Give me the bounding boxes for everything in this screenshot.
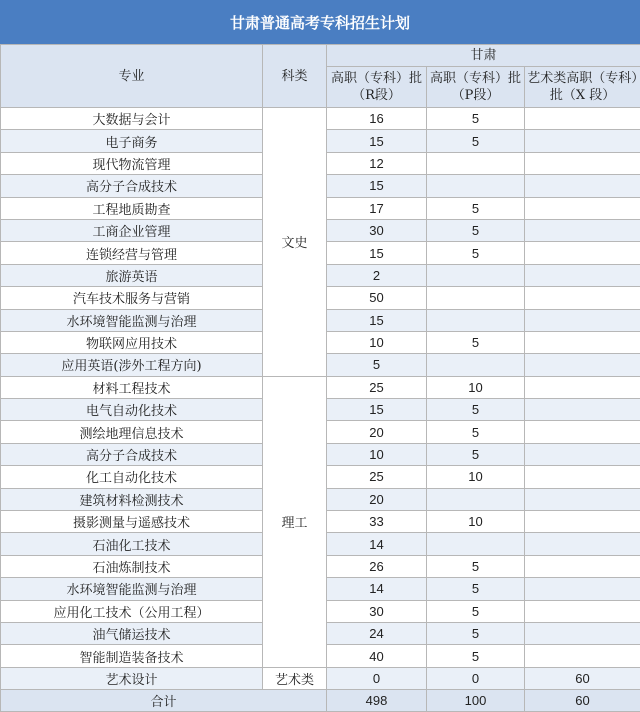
major-cell: 石油炼制技术 [1,555,263,577]
r-cell: 25 [327,466,427,488]
p-cell [427,264,525,286]
r-cell: 10 [327,331,427,353]
major-cell: 连锁经营与管理 [1,242,263,264]
x-cell [525,130,640,152]
total-row [1,690,640,712]
x-cell [525,488,640,510]
r-cell: 30 [327,600,427,622]
p-cell: 5 [427,130,525,152]
p-cell: 5 [427,421,525,443]
r-cell: 40 [327,645,427,667]
total-p: 100 [427,690,525,712]
p-cell [427,309,525,331]
x-cell [525,287,640,309]
header-category: 科类 [263,45,327,108]
header-col-p: 高职（专科）批（P段） [427,67,525,108]
p-cell: 5 [427,555,525,577]
x-cell [525,175,640,197]
x-cell [525,242,640,264]
major-cell: 艺术设计 [1,667,263,689]
x-cell: 60 [525,667,640,689]
p-cell [427,287,525,309]
p-cell: 10 [427,511,525,533]
major-cell: 高分子合成技术 [1,175,263,197]
major-cell: 建筑材料检测技术 [1,488,263,510]
r-cell: 2 [327,264,427,286]
p-cell: 5 [427,331,525,353]
header-col-x: 艺术类高职（专科）批（X 段） [525,67,640,108]
p-cell: 5 [427,219,525,241]
p-cell: 5 [427,645,525,667]
r-cell: 30 [327,219,427,241]
category-cell: 艺术类 [263,667,327,689]
p-cell: 10 [427,376,525,398]
header-col-r: 高职（专科）批（R段） [327,67,427,108]
r-cell: 25 [327,376,427,398]
x-cell [525,511,640,533]
major-cell: 电气自动化技术 [1,399,263,421]
header-major: 专业 [1,45,263,108]
major-cell: 水环境智能监测与治理 [1,309,263,331]
r-cell: 33 [327,511,427,533]
r-cell: 20 [327,421,427,443]
major-cell: 旅游英语 [1,264,263,286]
major-cell: 摄影测量与遥感技术 [1,511,263,533]
r-cell: 15 [327,309,427,331]
x-cell [525,197,640,219]
major-cell: 智能制造装备技术 [1,645,263,667]
major-cell: 油气储运技术 [1,622,263,644]
r-cell: 15 [327,242,427,264]
x-cell [525,264,640,286]
r-cell: 14 [327,533,427,555]
x-cell [525,331,640,353]
x-cell [525,152,640,174]
major-cell: 大数据与会计 [1,108,263,130]
x-cell [525,645,640,667]
r-cell: 20 [327,488,427,510]
p-cell: 5 [427,197,525,219]
x-cell [525,443,640,465]
category-cell: 理工 [263,376,327,667]
r-cell: 0 [327,667,427,689]
major-cell: 汽车技术服务与营销 [1,287,263,309]
p-cell [427,152,525,174]
p-cell: 5 [427,600,525,622]
enrollment-plan-table [0,44,640,712]
header-region: 甘肃 [327,45,640,67]
table-row [1,376,640,398]
major-cell: 测绘地理信息技术 [1,421,263,443]
major-cell: 材料工程技术 [1,376,263,398]
x-cell [525,421,640,443]
major-cell: 石油化工技术 [1,533,263,555]
p-cell: 5 [427,622,525,644]
p-cell: 10 [427,466,525,488]
r-cell: 50 [327,287,427,309]
x-cell [525,309,640,331]
major-cell: 高分子合成技术 [1,443,263,465]
p-cell: 5 [427,443,525,465]
r-cell: 5 [327,354,427,376]
r-cell: 10 [327,443,427,465]
major-cell: 电子商务 [1,130,263,152]
major-cell: 工商企业管理 [1,219,263,241]
x-cell [525,622,640,644]
r-cell: 12 [327,152,427,174]
x-cell [525,578,640,600]
category-cell: 文史 [263,108,327,377]
r-cell: 15 [327,175,427,197]
r-cell: 17 [327,197,427,219]
r-cell: 14 [327,578,427,600]
x-cell [525,399,640,421]
major-cell: 现代物流管理 [1,152,263,174]
r-cell: 15 [327,399,427,421]
major-cell: 水环境智能监测与治理 [1,578,263,600]
p-cell: 5 [427,399,525,421]
p-cell [427,354,525,376]
p-cell: 5 [427,578,525,600]
major-cell: 工程地质勘查 [1,197,263,219]
total-label: 合计 [1,690,327,712]
total-x: 60 [525,690,640,712]
major-cell: 应用英语(涉外工程方向) [1,354,263,376]
major-cell: 应用化工技术（公用工程） [1,600,263,622]
x-cell [525,533,640,555]
p-cell [427,175,525,197]
r-cell: 16 [327,108,427,130]
x-cell [525,555,640,577]
table-row [1,667,640,689]
x-cell [525,108,640,130]
r-cell: 15 [327,130,427,152]
table-body [1,108,640,690]
r-cell: 24 [327,622,427,644]
p-cell [427,533,525,555]
x-cell [525,219,640,241]
r-cell: 26 [327,555,427,577]
major-cell: 化工自动化技术 [1,466,263,488]
x-cell [525,376,640,398]
major-cell: 物联网应用技术 [1,331,263,353]
x-cell [525,354,640,376]
x-cell [525,600,640,622]
p-cell: 5 [427,242,525,264]
p-cell [427,488,525,510]
x-cell [525,466,640,488]
p-cell: 5 [427,108,525,130]
total-r: 498 [327,690,427,712]
table-title: 甘肃普通高考专科招生计划 [0,0,640,44]
table-row [1,108,640,130]
p-cell: 0 [427,667,525,689]
